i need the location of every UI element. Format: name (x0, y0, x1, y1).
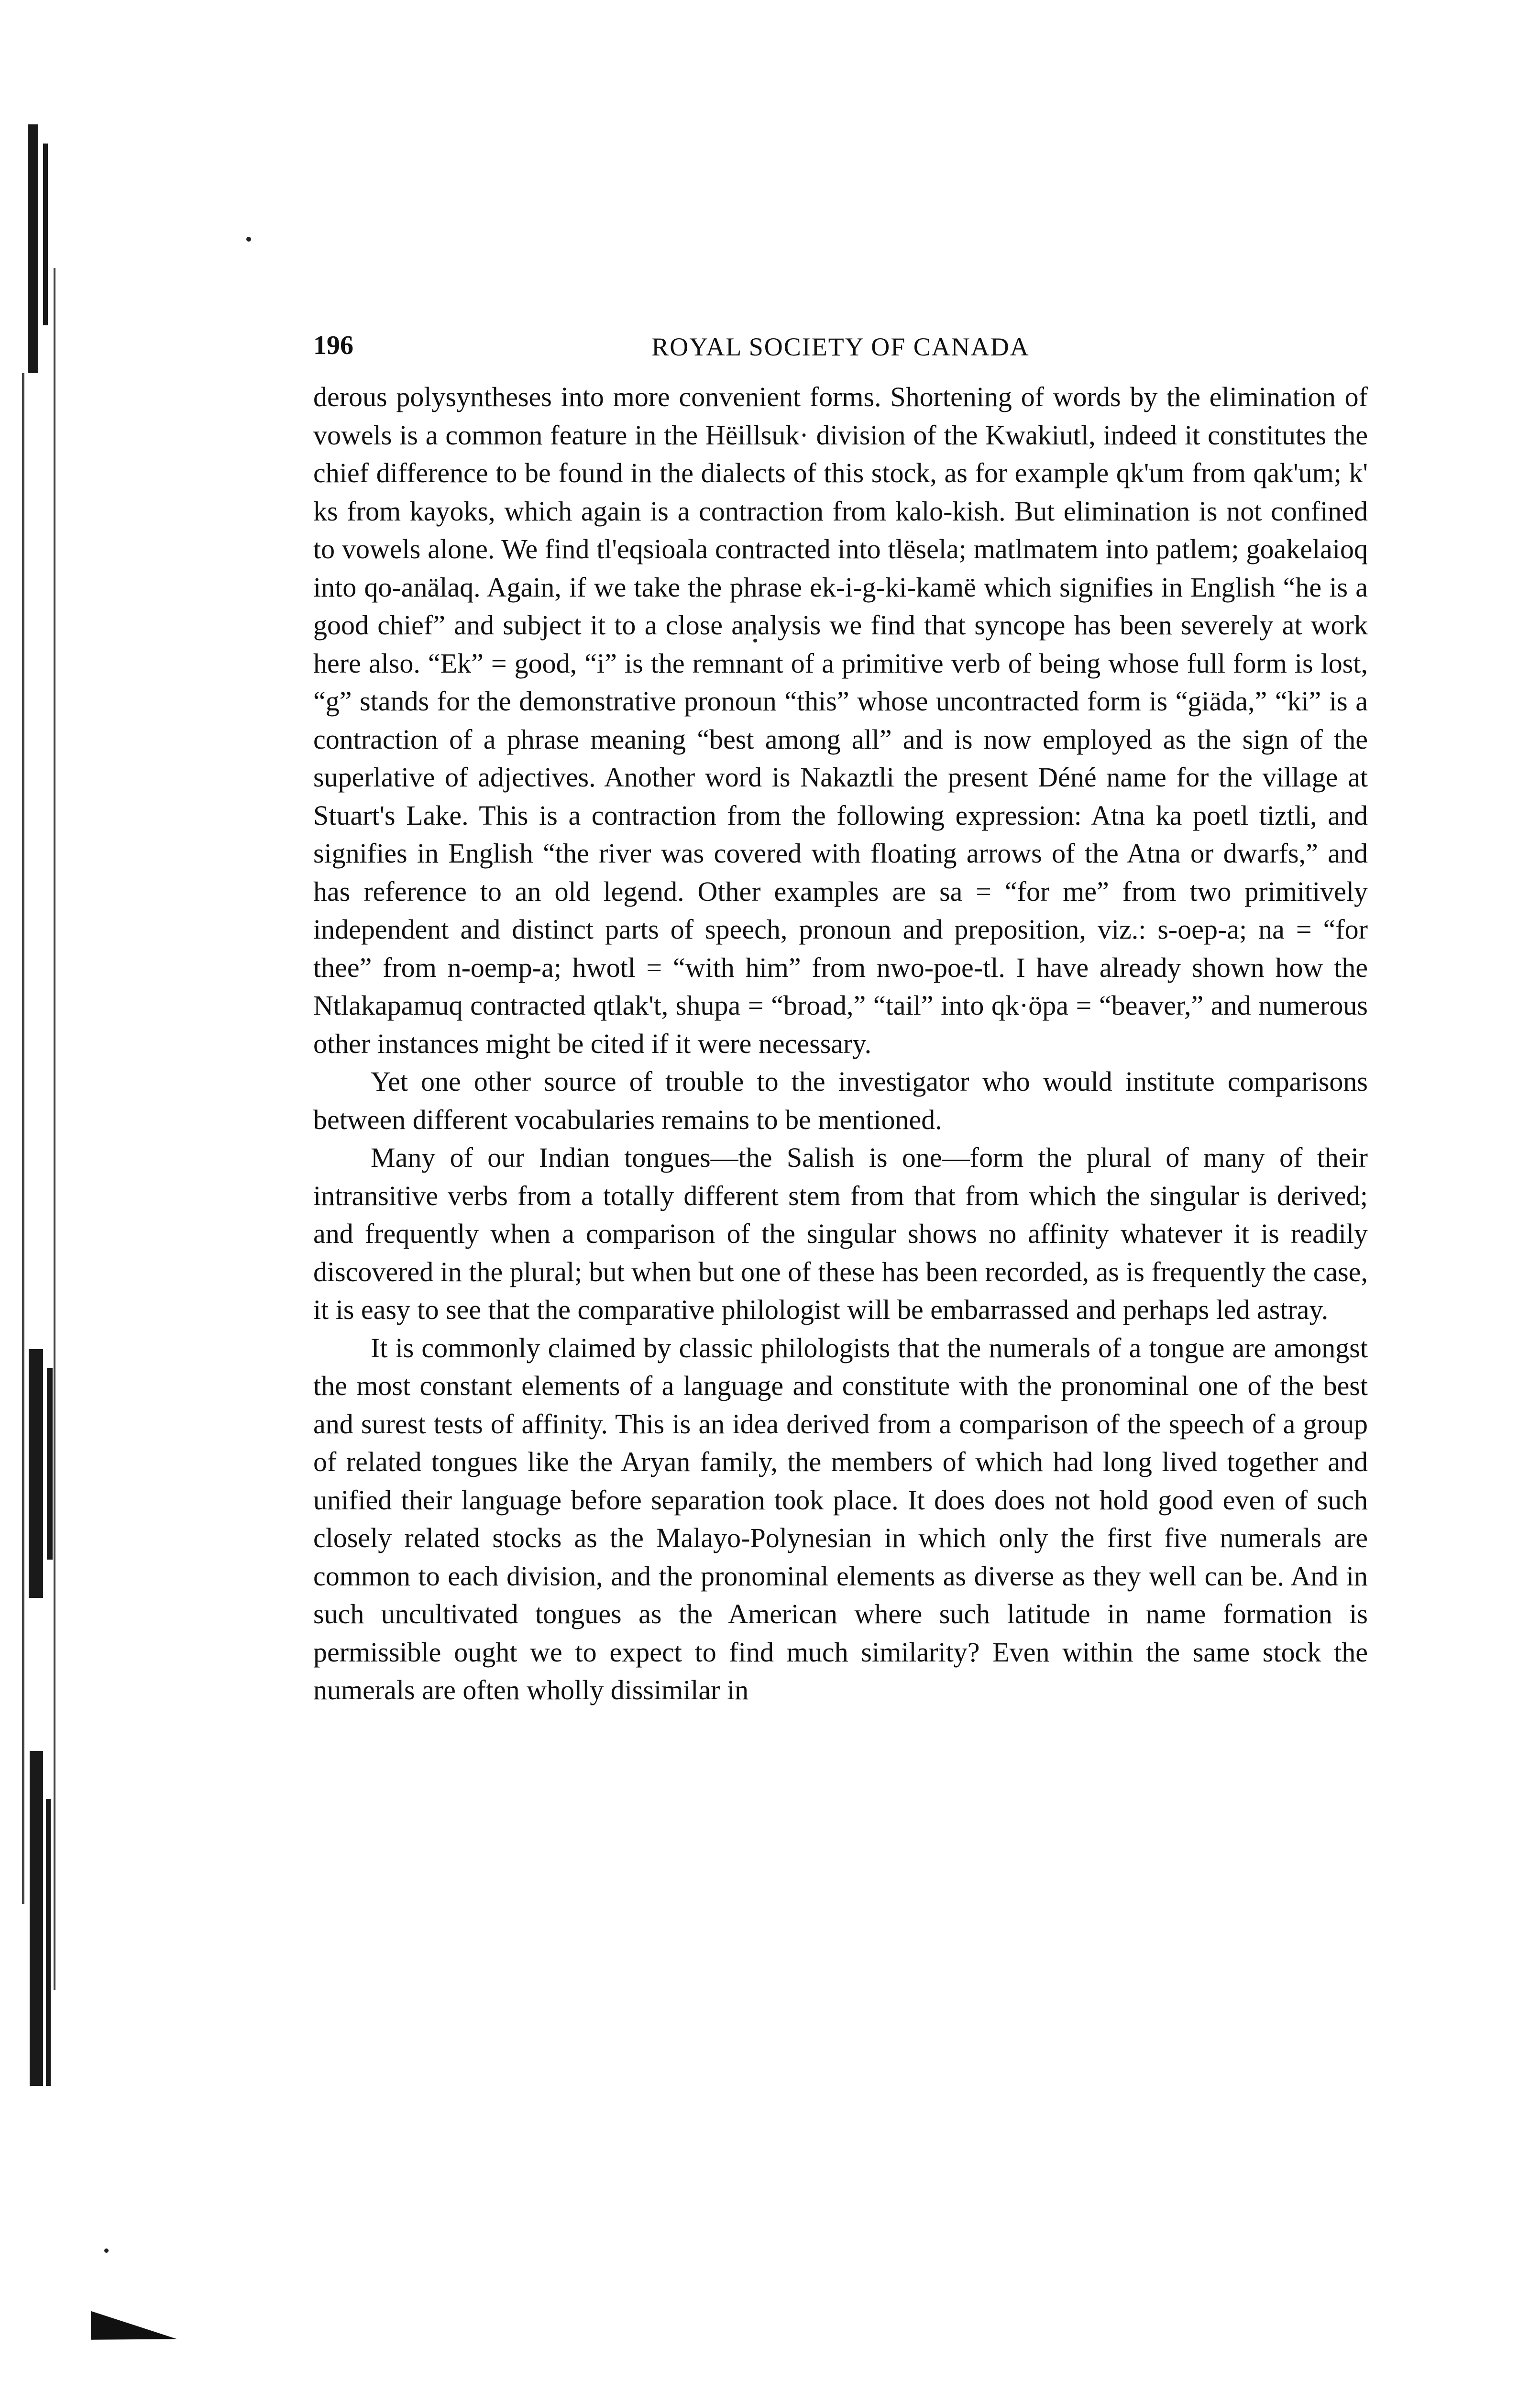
page-header (313, 325, 1368, 378)
page-number: 196 (313, 331, 353, 360)
body-paragraph: Yet one other source of trouble to the investigator who would institute comparisons between different vocabularies remains to be mentioned. (313, 1066, 1368, 1135)
scan-speck (104, 2248, 109, 2253)
binding-edge-shadow (19, 124, 62, 2110)
running-head: ROYAL SOCIETY OF CANADA (651, 332, 1030, 361)
body-paragraph: Many of our Indian tongues—the Salish is one—form the plural of many of their intransitive verbs from a totally different stem from that from which the singular is derived; and frequently when a comparison of the singular shows no affinity whatever it is readily discovered in the plural; but when but one of these has been recorded, as is frequently the case, it is easy to see that the comparative philologist will be embarrassed and perhaps led astray. (313, 1142, 1368, 1325)
body-paragraph: It is commonly claimed by classic philologists that the numerals of a tongue are amongst the most constant elements of a language and constitute with the pronominal one of the best and surest tests of affinity. This is an idea derived from a comparison of the speech of a group of related tongues like the Aryan family, the members of which had long lived together and unified their language before separation took place. It does does not hold good even of such closely related stocks as the Malayo-Polynesian in which only the first five numerals are common to each division, and the pronominal elements as diverse as they well can be. And in such uncultivated tongues as the American where such latitude in name formation is permissible ought we to expect to find much similarity? Even within the same stock the numerals are often wholly dissimilar in (313, 1332, 1368, 1705)
scan-speck (246, 237, 251, 242)
body-paragraph: derous polysyntheses into more convenient forms. Shortening of words by the elimination of vowels is a common feature in the Hëillsuk· division of the Kwakiutl, indeed it constitutes the chief difference to be found in the dialects of this stock, as for example qk'um from qak'um; k' ks from kayoks, which again is a contraction from kalo-kish. But elimination is not confined to vowels alone. We find tl'eqsioala contracted into tlësela; matlmatem into patlem; goakelaioq into qo-anälaq. Again, if we take the phrase ek-i-g-ki-kamë which signifies in English “he is a good chief” and subject it to a close analysis we find that syncope has been severely at work here also. “Ek” = good, “i” is the remnant of a primitive verb of being whose full form is lost, “g” stands for the demonstrative pronoun “this” whose uncontracted form is “giäda,” “ki” is a contraction of a phrase meaning “best among all” and is now employed as the sign of the superlative of adjectives. Another word is Nakaztli the present Déné name for the village at Stuart's Lake. This is a contraction from the following expression: Atna ka poetl tiztli, and signifies in English “the river was covered with floating arrows of the Atna or dwarfs,” and has reference to an old legend. Other examples are sa = “for me” from two primitively independent and distinct parts of speech, pronoun and preposition, viz.: s-oep-a; na = “for thee” from n-oemp-a; hwotl = “with him” from nwo-poe-tl. I have already shown how the Ntlakapamuq contracted qtlak't, shupa = “broad,” “tail” into qk·öpa = “beaver,” and numerous other instances might be cited if it were necessary. (313, 381, 1368, 1059)
book-page (313, 325, 1368, 1709)
scan-corner-mark (91, 2311, 177, 2368)
